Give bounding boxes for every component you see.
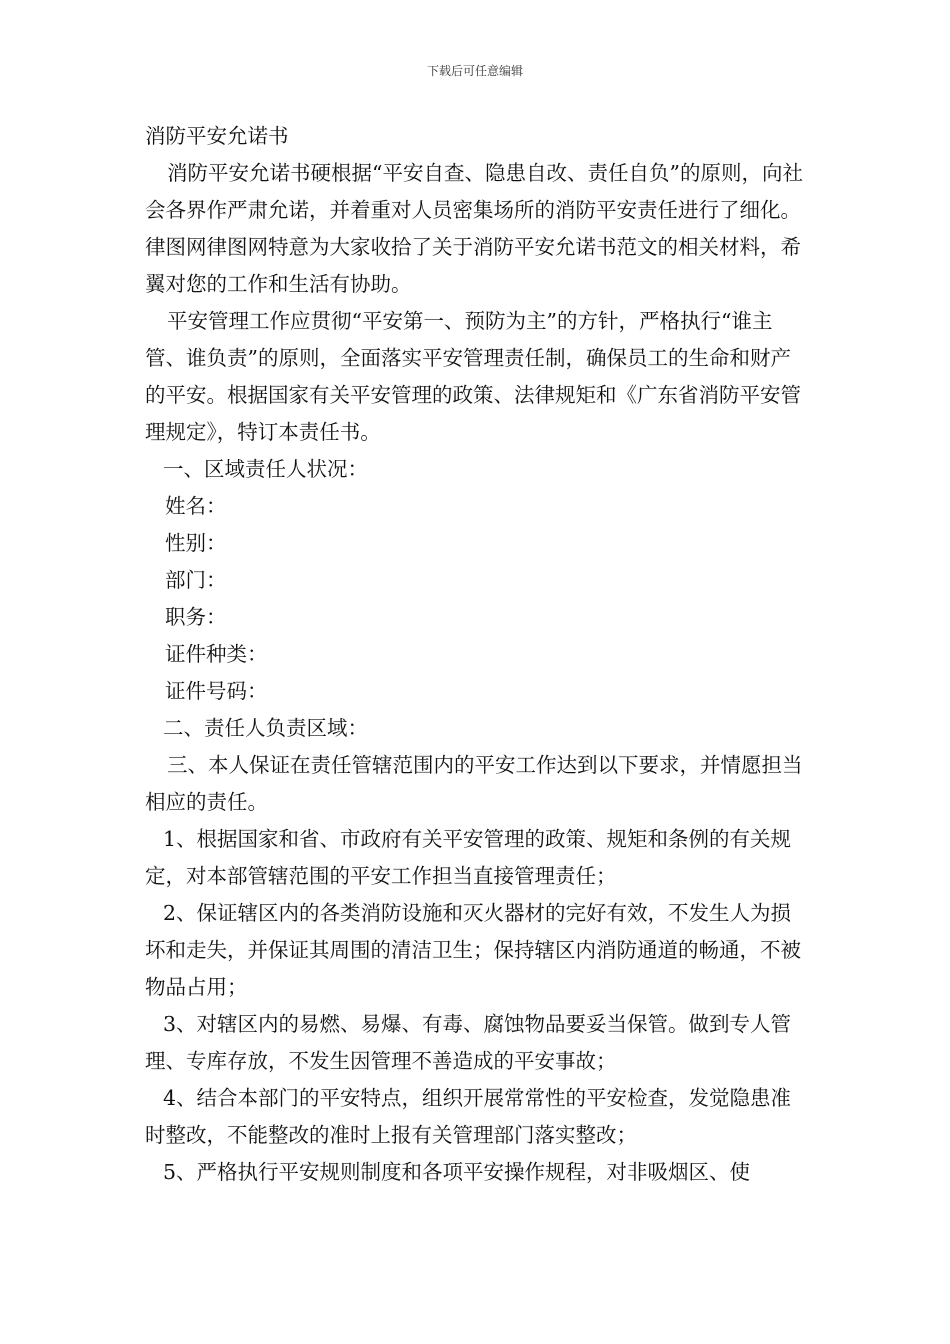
requirement-item-1: 1、根据国家和省、市政府有关平安管理的政策、规矩和条例的有关规定，对本部管辖范围的平安工作担当直接管理责任； [145,827,792,888]
section-3-paragraph: 三、本人保证在责任管辖范围内的平安工作达到以下要求，并情愿担当相应的责任。 [145,753,803,814]
field-department: 部门： [165,568,227,592]
field-id-type: 证件种类： [165,642,268,666]
intro-paragraph-2: 平安管理工作应贯彻“平安第一、预防为主”的方针，严格执行“谁主管、谁负责”的原则，全面落实平安管理责任制，确保员工的生命和财产的平安。根据国家有关平安管理的政策、法律规矩和《广东省消防平安管理规定》，特订本责任书。 [145,309,801,444]
requirement-item-4: 4、结合本部门的平安特点，组织开展常常性的平安检查，发觉隐患准时整改，不能整改的准时上报有关管理部门落实整改； [145,1086,792,1147]
section-2-heading: 二、责任人负责区域： [163,716,368,740]
requirement-item-2: 2、保证辖区内的各类消防设施和灭火器材的完好有效，不发生人为损坏和走失，并保证其周围的清洁卫生；保持辖区内消防通道的畅通，不被物品占用； [145,901,801,999]
field-name: 姓名： [165,494,227,518]
requirement-item-3: 3、对辖区内的易燃、易爆、有毒、腐蚀物品要妥当保管。做到专人管理、专库存放，不发生因管理不善造成的平安事故； [145,1012,792,1073]
page-header-note: 下载后可任意编辑 [426,64,523,78]
requirement-item-5: 5、严格执行平安规则制度和各项平安操作规程，对非吸烟区、使 [163,1160,751,1184]
intro-paragraph-1: 消防平安允诺书硬根据“平安自查、隐患自改、责任自负”的原则，向社会各界作严肃允诺，并着重对人员密集场所的消防平安责任进行了细化。律图网律图网特意为大家收拾了关于消防平安允诺书范文的相关材料，希翼对您的工作和生活有协助。 [145,161,803,296]
field-id-number: 证件号码： [165,679,268,703]
field-position: 职务： [165,605,227,629]
document-title: 消防平安允诺书 [145,124,289,148]
document-body [145,118,807,1191]
field-gender: 性别： [165,531,227,555]
section-1-heading: 一、区域责任人状况： [163,457,368,481]
